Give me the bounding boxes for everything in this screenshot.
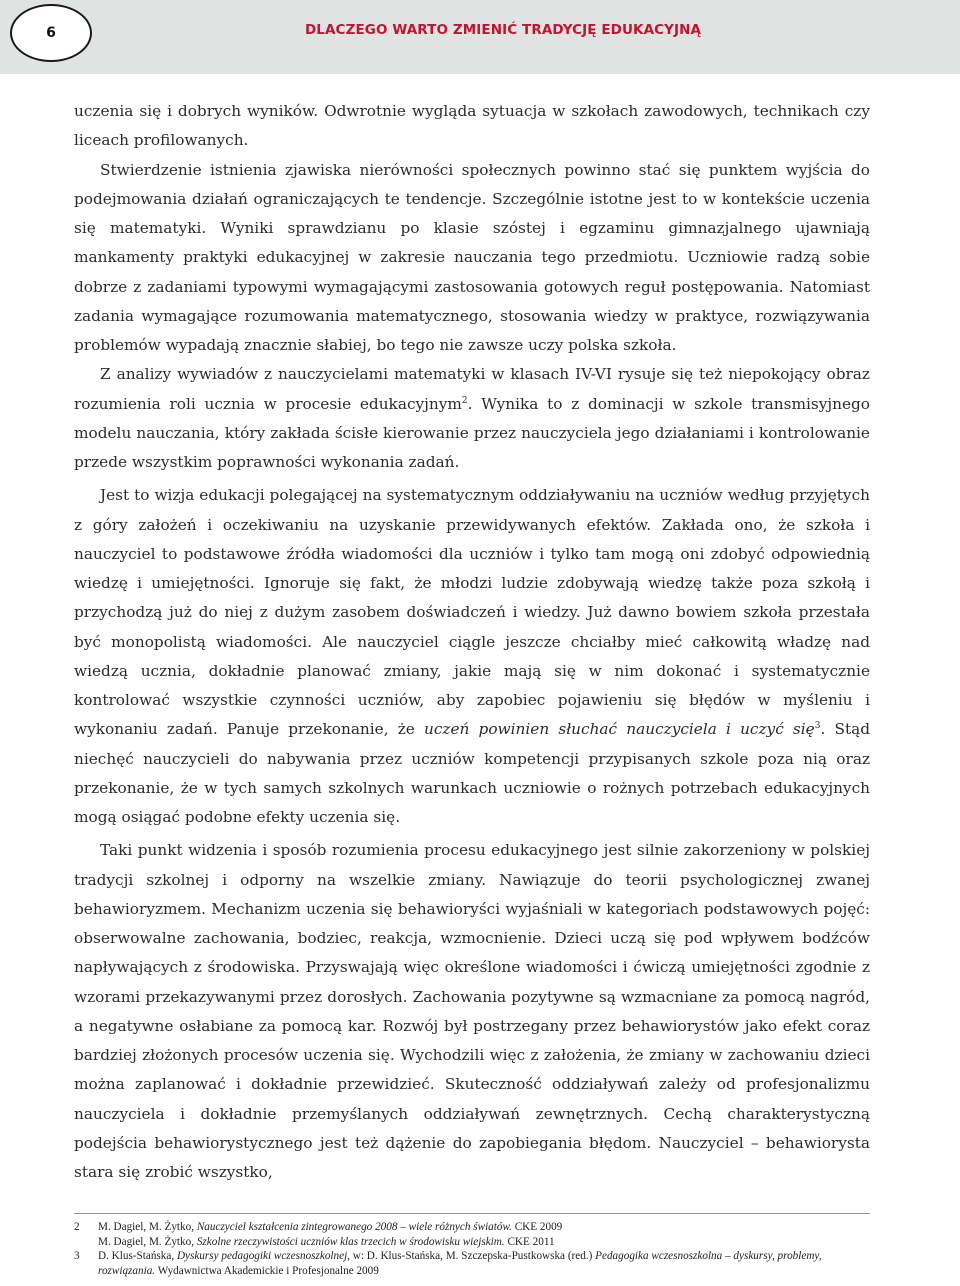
footnote-ref: 3 [814,721,821,732]
footnote-editors: , w: D. Klus-Stańska, M. Szczepska-Pustkowska (red.) [347,1250,596,1262]
footnote-line [98,1220,870,1235]
footnote-title: Pedagogika wczesnoszkolna – dyskursy, problemy, rozwiązania. [98,1250,822,1277]
footnote-publisher: Wydawnictwa Akademickie i Profesjonalne 2009 [155,1264,379,1277]
footnote-author: M. Dagiel, M. Żytko, [98,1221,197,1233]
paragraph: Taki punkt widzenia i sposób rozumienia procesu edukacyjnego jest silnie zakorzeniony w polskiej tradycji szkolnej i odporny na wszelkie zmiany. Nawiązuje do teorii psychologicznej zwanej behawioryzmem. Mechanizm uczenia się behawioryści wyjaśniali w kategoriach podstawowych pojęć: obserwowalne zachowania, bodziec, reakcja, wzmocnienie. Dzieci uczą się pod wpływem bodźców napływających z środowiska. Przyswajają więc określone wiadomości i ćwiczą umiejętności zgodnie z wzorami przekazywanymi przez dorosłych. Zachowania pozytywne są wzmacniane za pomocą nagród, a negatywne osłabiane za pomocą kar. Rozwój był postrzegany przez behawiorystów jako efekt coraz bardziej złożonych procesów uczenia się. Wychodzili więc z założenia, że zmiany w zachowaniu dzieci można zaplanować i dokładnie przewidzieć. Skuteczność oddziaływań zależy od profesjonalizmu nauczyciela i dokładnie przemyślanych oddziaływań zewnętrznych. Cechą charakterystyczną podejścia behawiorystycznego jest też dążenie do zapobiegania błędom. Nauczyciel – behawiorysta stara się zrobić wszystko, [74,841,870,1181]
footnote-title: Nauczyciel kształcenia zintegrowanego 2008 – wiele różnych światów. [196,1221,512,1233]
footnote-publisher: CKE 2009 [511,1221,563,1233]
footnote [74,1249,870,1278]
paragraph-text: Z analizy wywiadów z nauczycielami matematyki w klasach IV-VI rysuje się też niepokojący obraz rozumienia roli ucznia w procesie edukacyjnym [74,365,870,413]
paragraph-text: . Wynika to z dominacji w szkole transmisyjnego modelu nauczania, który zakłada ścisłe kierowanie przez nauczyciela jego działaniami i kontrolowanie przede wszystkim poprawności wykonania zadań. [74,394,870,471]
running-head: DLACZEGO WARTO ZMIENIĆ TRADYCJĘ EDUKACYJNĄ [305,22,702,38]
footnotes [74,1220,870,1278]
page-number-badge [10,4,92,62]
paragraph: Stwierdzenie istnienia zjawiska nierówności społecznych powinno stać się punktem wyjścia do podejmowania działań ograniczających te tendencje. Szczególnie istotne jest to w kontekście uczenia się matematyki. Wyniki sprawdzianu po klasie szóstej i egzaminu gimnazjalnego ujawniają mankamenty praktyki edukacyjnej w zakresie nauczania tego przedmiotu. Uczniowie radzą sobie dobrze z zadaniami typowymi wymagającymi zastosowania gotowych reguł postępowania. Natomiast zadania wymagające rozumowania matematycznego, stosowania wiedzy w praktyce, rozwiązywania problemów wypadają znacznie słabiej, bo tego nie zawsze uczy polska szkoła. [74,160,870,354]
footnote-number: 3 [74,1250,80,1262]
footnote [74,1220,870,1249]
footnote-author: M. Dagiel, M. Żytko, [98,1235,197,1248]
footnote-title: Szkolne rzeczywistości uczniów klas trzecich w środowisku wiejskim. [196,1235,505,1248]
footnote-number: 2 [74,1221,80,1233]
italic-quote: uczeń powinien słuchać nauczyciela i uczyć się [424,720,815,739]
page-number: 6 [46,25,56,41]
body-text [74,97,870,1187]
paragraph [74,481,870,832]
paragraph [74,360,870,477]
footnote-line [98,1235,870,1250]
footnote-divider [74,1213,870,1214]
footnote-publisher: CKE 2011 [504,1235,555,1248]
footnote-text [98,1220,870,1249]
paragraph: uczenia się i dobrych wyników. Odwrotnie wygląda sytuacja w szkołach zawodowych, technikach czy liceach profilowanych. [74,102,870,150]
footnote-text [98,1249,870,1278]
paragraph-text: . Stąd niechęć nauczycieli do nabywania przez uczniów kompetencji przypisanych szkole poza nią oraz przekonanie, że w tych samych szkolnych warunkach uczniowie o rożnych potrzebach edukacyjnych mogą osiągać podobne efekty uczenia się. [74,720,871,826]
footnote-author: D. Klus-Stańska, [98,1250,177,1262]
page-header [0,0,960,74]
footnote-title: Dyskursy pedagogiki wczesnoszkolnej [176,1250,348,1262]
paragraph-text: Jest to wizja edukacji polegającej na systematycznym oddziaływaniu na uczniów według przyjętych z góry założeń i oczekiwaniu na uzyskanie przewidywanych efektów. Zakłada ono, że szkoła i nauczyciel to podstawowe źródła wiadomości dla uczniów i tylko tam mogą oni zdobyć odpowiednią wiedzę i umiejętności. Ignoruje się fakt, że młodzi ludzie zdobywają wiedzę także poza szkołą i przychodzą już do niej z dużym zasobem doświadczeń i wiedzy. Już dawno bowiem szkoła przestała być monopolistą wiadomości. Ale nauczyciel ciągle jeszcze chciałby mieć całkowitą władzę nad wiedzą ucznia, dokładnie planować zmiany, jakie mają się w nim dokonać i systematycznie kontrolować wszystkie czynności uczniów, aby zapobiec pojawieniu się błędów w myśleniu i wykonaniu zadań. Panuje przekonanie, że [74,486,870,739]
footnote-ref: 2 [461,395,468,406]
